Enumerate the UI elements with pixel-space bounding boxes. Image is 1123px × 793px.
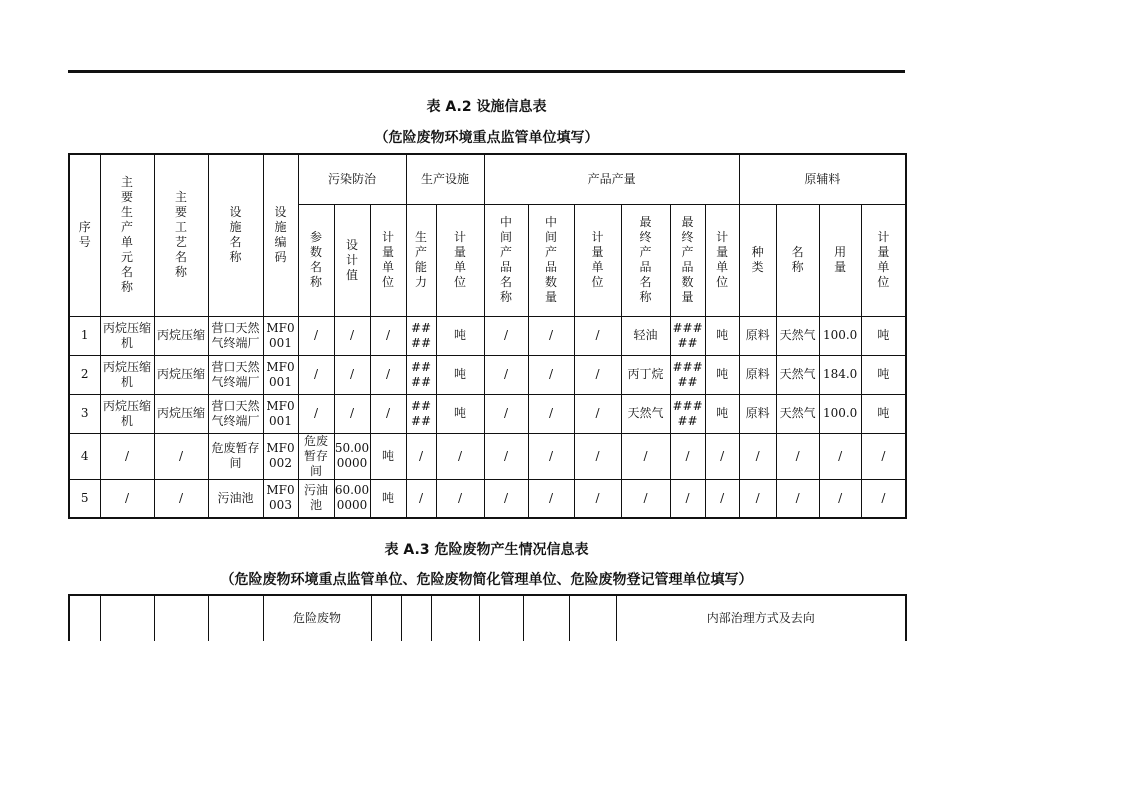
header-final-product-qty: 最终产品数量: [670, 204, 705, 316]
cell-unit: 丙烷压缩机: [100, 355, 154, 394]
cell-material-name: 天然气: [776, 316, 819, 355]
cell-mid-product-unit: /: [574, 355, 621, 394]
cell-unit: 丙烷压缩机: [100, 316, 154, 355]
header-hazardous-waste: 危险废物: [263, 595, 371, 641]
cell-unit: /: [100, 433, 154, 479]
cell-material-type: 原料: [739, 316, 776, 355]
top-rule: [68, 70, 905, 73]
cell-material-name: /: [776, 479, 819, 518]
cell-pollution-unit: /: [370, 355, 406, 394]
cell-mid-product-unit: /: [574, 433, 621, 479]
cell-final-product-name: 天然气: [621, 394, 670, 433]
cell-mid-product-qty: /: [528, 394, 574, 433]
cell-facility-name: 污油池: [208, 479, 263, 518]
header-unit: 主要生产单元名称: [100, 154, 154, 316]
table-a3-subtitle: （危险废物环境重点监管单位、危险废物简化管理单位、危险废物登记管理单位填写）: [220, 572, 753, 588]
cell-mid-product-name: /: [484, 479, 528, 518]
a3-cell: [479, 595, 523, 641]
a3-cell: [154, 595, 208, 641]
cell-mid-product-unit: /: [574, 479, 621, 518]
cell-material-unit: /: [861, 433, 906, 479]
cell-design-value: 60.000000: [334, 479, 370, 518]
header-capacity: 生产能力: [406, 204, 436, 316]
cell-design-value: /: [334, 316, 370, 355]
cell-design-value: /: [334, 355, 370, 394]
cell-final-product-qty: #####: [670, 355, 705, 394]
cell-material-type: 原料: [739, 394, 776, 433]
a3-cell: [208, 595, 263, 641]
cell-final-product-unit: 吨: [705, 394, 739, 433]
cell-material-amount: /: [819, 433, 861, 479]
cell-mid-product-name: /: [484, 433, 528, 479]
cell-pollution-unit: 吨: [370, 433, 406, 479]
facility-table-body: [69, 316, 906, 518]
table-a2-title: 表 A.2 设施信息表: [426, 99, 547, 115]
header-final-product-unit: 计量单位: [705, 204, 739, 316]
header-mid-product-qty: 中间产品数量: [528, 204, 574, 316]
cell-process: 丙烷压缩: [154, 355, 208, 394]
cell-facility-name: 营口天然气终端厂: [208, 355, 263, 394]
cell-seq: 3: [69, 394, 100, 433]
cell-pollution-unit: 吨: [370, 479, 406, 518]
cell-mid-product-unit: /: [574, 316, 621, 355]
cell-facility-code: MF0001: [263, 394, 298, 433]
cell-param-name: 危废暂存间: [298, 433, 334, 479]
cell-final-product-qty: #####: [670, 316, 705, 355]
table-row: [69, 479, 906, 518]
header-material-name: 名称: [776, 204, 819, 316]
cell-param-name: /: [298, 355, 334, 394]
header-process: 主要工艺名称: [154, 154, 208, 316]
cell-unit: /: [100, 479, 154, 518]
cell-process: /: [154, 479, 208, 518]
table-row: [69, 394, 906, 433]
cell-seq: 1: [69, 316, 100, 355]
cell-material-unit: /: [861, 479, 906, 518]
a3-cell: [69, 595, 100, 641]
table-a3-title: 表 A.3 危险废物产生情况信息表: [384, 542, 589, 558]
header-mid-product-name: 中间产品名称: [484, 204, 528, 316]
cell-production-unit: 吨: [436, 316, 484, 355]
header-material: 原辅料: [739, 154, 906, 204]
cell-final-product-qty: /: [670, 479, 705, 518]
cell-capacity: /: [406, 433, 436, 479]
cell-capacity: ####: [406, 316, 436, 355]
cell-final-product-unit: /: [705, 479, 739, 518]
cell-mid-product-qty: /: [528, 433, 574, 479]
header-final-product-name: 最终产品名称: [621, 204, 670, 316]
cell-facility-name: 危废暂存间: [208, 433, 263, 479]
a3-cell: [371, 595, 401, 641]
cell-unit: 丙烷压缩机: [100, 394, 154, 433]
header-production: 生产设施: [406, 154, 484, 204]
cell-facility-code: MF0002: [263, 433, 298, 479]
cell-facility-name: 营口天然气终端厂: [208, 316, 263, 355]
header-mid-product-unit: 计量单位: [574, 204, 621, 316]
cell-final-product-name: /: [621, 433, 670, 479]
cell-mid-product-unit: /: [574, 394, 621, 433]
header-pollution-unit: 计量单位: [370, 204, 406, 316]
cell-material-type: 原料: [739, 355, 776, 394]
a3-cell: [431, 595, 479, 641]
cell-material-amount: 100.0: [819, 394, 861, 433]
cell-capacity: ####: [406, 355, 436, 394]
cell-final-product-unit: /: [705, 433, 739, 479]
cell-final-product-name: /: [621, 479, 670, 518]
cell-seq: 4: [69, 433, 100, 479]
cell-material-name: 天然气: [776, 394, 819, 433]
cell-production-unit: /: [436, 479, 484, 518]
cell-pollution-unit: /: [370, 394, 406, 433]
facility-info-table: [68, 153, 907, 519]
table-row: [69, 355, 906, 394]
cell-param-name: /: [298, 394, 334, 433]
cell-material-unit: 吨: [861, 355, 906, 394]
a3-cell: [569, 595, 616, 641]
cell-param-name: /: [298, 316, 334, 355]
cell-material-type: /: [739, 479, 776, 518]
cell-material-unit: 吨: [861, 316, 906, 355]
cell-capacity: /: [406, 479, 436, 518]
cell-seq: 2: [69, 355, 100, 394]
cell-production-unit: 吨: [436, 394, 484, 433]
cell-process: /: [154, 433, 208, 479]
cell-mid-product-name: /: [484, 394, 528, 433]
cell-final-product-qty: #####: [670, 394, 705, 433]
cell-material-type: /: [739, 433, 776, 479]
cell-final-product-unit: 吨: [705, 316, 739, 355]
a3-cell: [100, 595, 154, 641]
cell-facility-code: MF0001: [263, 355, 298, 394]
cell-material-amount: /: [819, 479, 861, 518]
header-facility-name: 设施名称: [208, 154, 263, 316]
header-facility-code: 设施编码: [263, 154, 298, 316]
a3-cell: [523, 595, 569, 641]
a3-cell: [401, 595, 431, 641]
cell-capacity: ####: [406, 394, 436, 433]
cell-design-value: 50.000000: [334, 433, 370, 479]
cell-final-product-name: 丙丁烷: [621, 355, 670, 394]
cell-mid-product-qty: /: [528, 316, 574, 355]
cell-material-name: /: [776, 433, 819, 479]
cell-param-name: 污油池: [298, 479, 334, 518]
cell-facility-name: 营口天然气终端厂: [208, 394, 263, 433]
cell-seq: 5: [69, 479, 100, 518]
table-row: [69, 316, 906, 355]
cell-mid-product-name: /: [484, 355, 528, 394]
cell-facility-code: MF0001: [263, 316, 298, 355]
header-material-type: 种类: [739, 204, 776, 316]
header-seq: 序号: [69, 154, 100, 316]
header-production-unit: 计量单位: [436, 204, 484, 316]
cell-process: 丙烷压缩: [154, 316, 208, 355]
header-output: 产品产量: [484, 154, 739, 204]
cell-production-unit: /: [436, 433, 484, 479]
header-material-amount: 用量: [819, 204, 861, 316]
header-param-name: 参数名称: [298, 204, 334, 316]
cell-mid-product-qty: /: [528, 479, 574, 518]
cell-material-amount: 184.0: [819, 355, 861, 394]
header-design-value: 设计值: [334, 204, 370, 316]
cell-final-product-qty: /: [670, 433, 705, 479]
cell-production-unit: 吨: [436, 355, 484, 394]
header-pollution: 污染防治: [298, 154, 406, 204]
cell-mid-product-qty: /: [528, 355, 574, 394]
table-a2-subtitle: （危险废物环境重点监管单位填写）: [374, 130, 599, 146]
hazardous-waste-table: [68, 594, 907, 641]
cell-final-product-unit: 吨: [705, 355, 739, 394]
cell-mid-product-name: /: [484, 316, 528, 355]
cell-material-name: 天然气: [776, 355, 819, 394]
table-row: [69, 433, 906, 479]
header-material-unit: 计量单位: [861, 204, 906, 316]
cell-facility-code: MF0003: [263, 479, 298, 518]
cell-material-amount: 100.0: [819, 316, 861, 355]
cell-material-unit: 吨: [861, 394, 906, 433]
cell-design-value: /: [334, 394, 370, 433]
cell-final-product-name: 轻油: [621, 316, 670, 355]
header-internal-treatment: 内部治理方式及去向: [616, 595, 906, 641]
cell-process: 丙烷压缩: [154, 394, 208, 433]
cell-pollution-unit: /: [370, 316, 406, 355]
